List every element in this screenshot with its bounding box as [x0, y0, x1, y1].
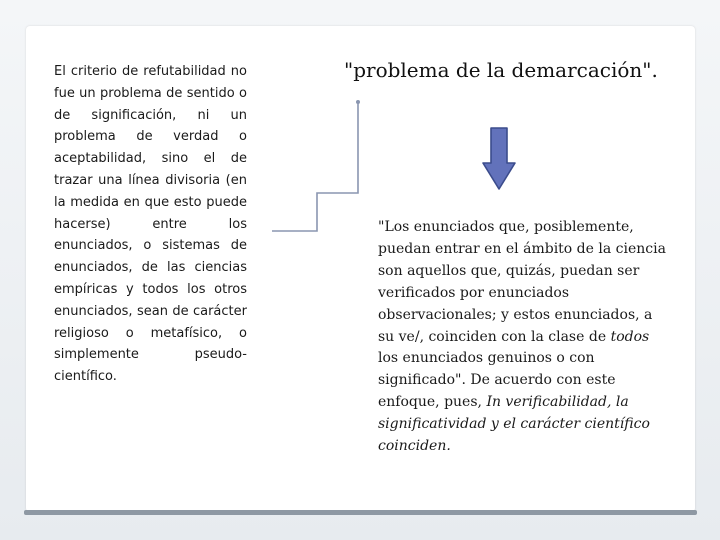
quote-italic-conclusion: In verificabilidad, la significatividad y el carácter científico coinciden.	[378, 394, 650, 455]
left-paragraph: El criterio de refutabilidad no fue un problema de sentido o de significación, ni un problema de verdad o aceptabilidad, sino el de trazar una línea divisoria (en la medida en que esto puede hacerse) entre los enunciados, o sistemas de enunciados, de las ciencias empíricas y todos los otros enunciados, sean de carácter religioso o metafísico, o simplemente pseudo-científico.	[54, 64, 247, 385]
quote-italic-todos: todos	[610, 328, 650, 345]
right-paragraph	[378, 217, 670, 458]
quote-text-part3: los enunciados genuinos o con significado". De acuerdo con este enfoque, pues,	[378, 350, 616, 411]
quote-text-part1: "Los enunciados que, posiblemente, puedan entrar en el ámbito de la ciencia son aquellos que, quizás, puedan ser verificados por enunciados observacionales; y estos enunciados, a su ve/, coinciden con la clase de	[378, 219, 666, 345]
slide-title: "problema de la demarcación".	[344, 58, 658, 82]
connector-endpoint-dot	[356, 100, 360, 104]
down-arrow-icon	[482, 127, 516, 191]
